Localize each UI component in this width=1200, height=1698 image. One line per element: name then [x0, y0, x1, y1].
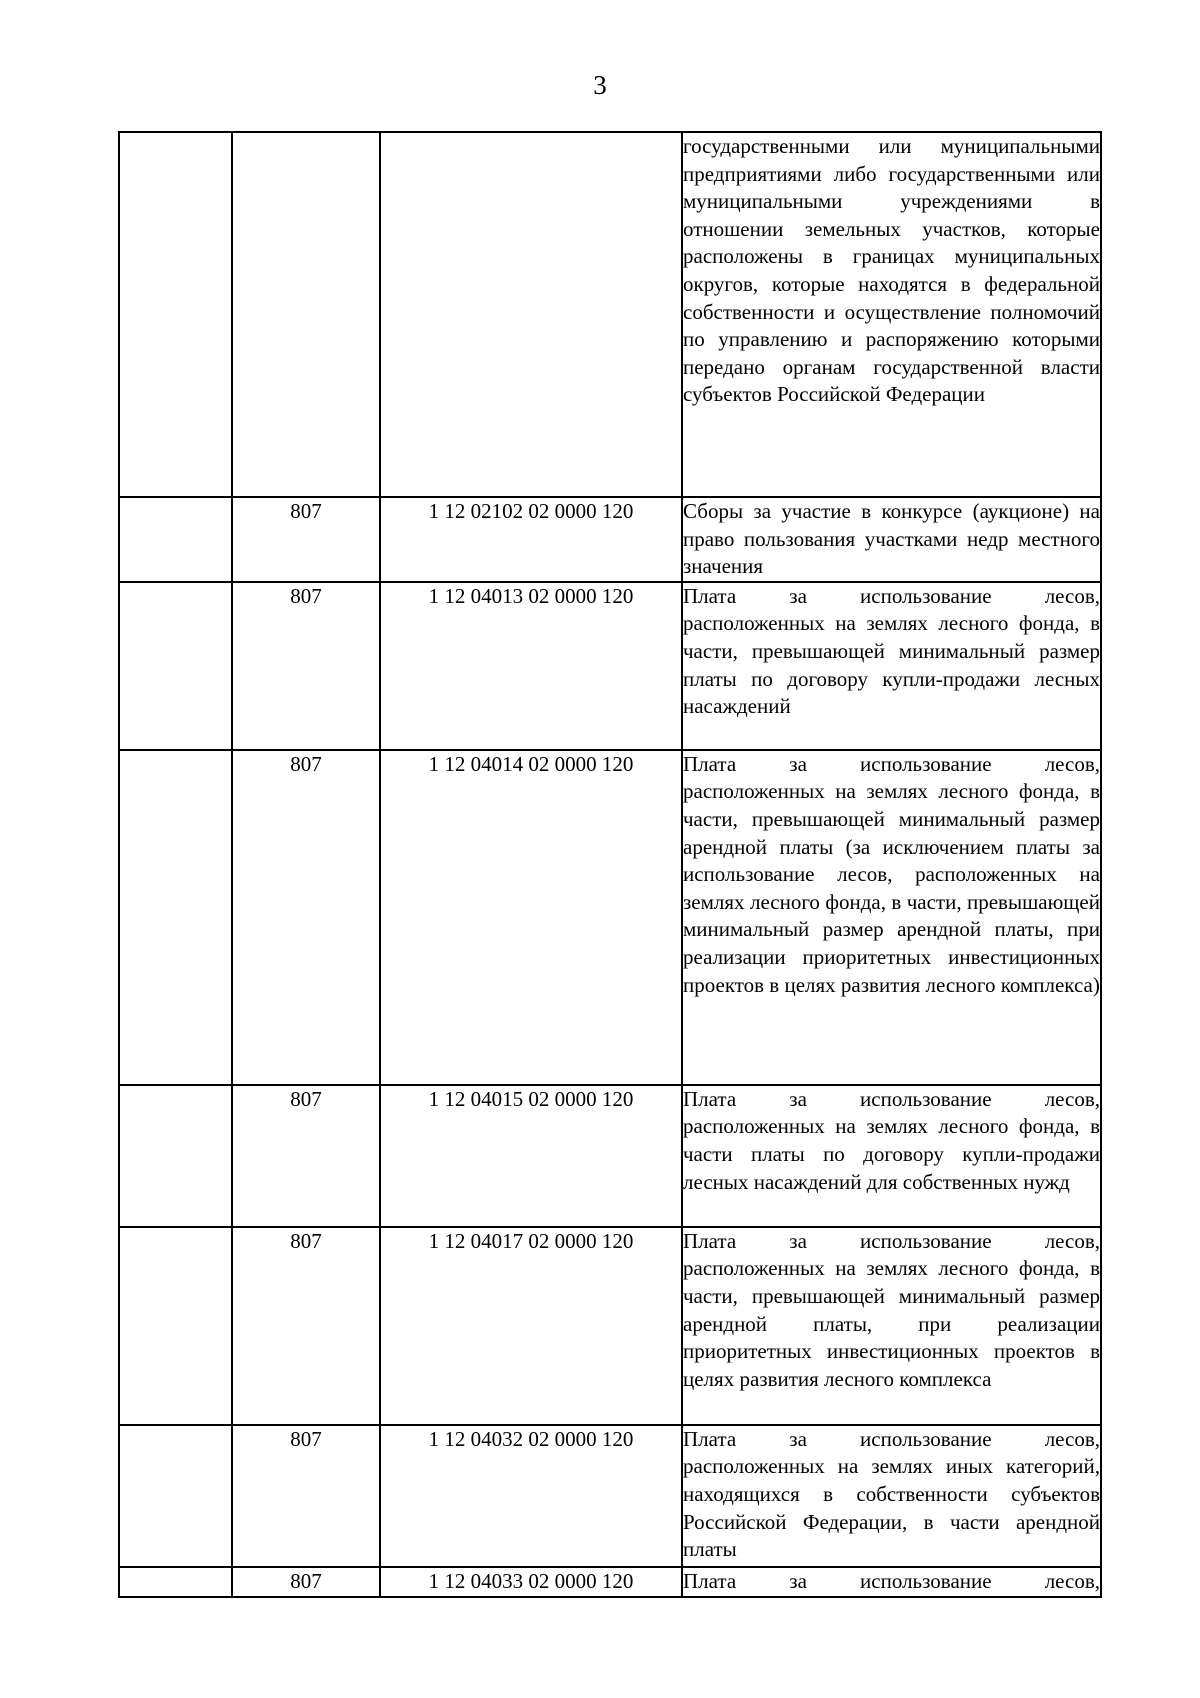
kbk-code-cell: 1 12 04014 02 0000 120	[380, 750, 682, 1085]
table-row	[119, 1425, 1101, 1567]
table-row	[119, 750, 1101, 1085]
description-cell: Плата за использование лесов, расположенных на землях лесного фонда, в части, превышающей минимальный размер платы по договору купли-продажи лесных насаждений	[682, 582, 1101, 750]
table-row	[119, 582, 1101, 750]
kbk-code-cell: 1 12 04013 02 0000 120	[380, 582, 682, 750]
row-number-cell	[119, 1425, 232, 1567]
table-row	[119, 132, 1101, 497]
admin-code-cell: 807	[232, 582, 380, 750]
row-number-cell	[119, 750, 232, 1085]
kbk-code-cell	[380, 132, 682, 497]
revenue-codes-table	[118, 131, 1102, 1598]
table-row	[119, 1085, 1101, 1227]
page-number: 3	[593, 70, 607, 100]
description-cell: Плата за использование лесов,	[682, 1567, 1101, 1597]
description-cell: Сборы за участие в конкурсе (аукционе) на право пользования участками недр местного значения	[682, 497, 1101, 582]
kbk-code-cell: 1 12 04033 02 0000 120	[380, 1567, 682, 1597]
description-cell: Плата за использование лесов, расположенных на землях иных категорий, находящихся в собственности субъектов Российской Федерации, в части арендной платы	[682, 1425, 1101, 1567]
row-number-cell	[119, 497, 232, 582]
description-cell: Плата за использование лесов, расположенных на землях лесного фонда, в части платы по договору купли-продажи лесных насаждений для собственных нужд	[682, 1085, 1101, 1227]
description-cell: Плата за использование лесов, расположенных на землях лесного фонда, в части, превышающей минимальный размер арендной платы (за исключением платы за использование лесов, расположенных на землях лесного фонда, в части, превышающей минимальный размер арендной платы, при реализации приоритетных инвестиционных проектов в целях развития лесного комплекса)	[682, 750, 1101, 1085]
row-number-cell	[119, 1227, 232, 1425]
table-row	[119, 1227, 1101, 1425]
row-number-cell	[119, 582, 232, 750]
admin-code-cell: 807	[232, 1425, 380, 1567]
admin-code-cell: 807	[232, 750, 380, 1085]
admin-code-cell: 807	[232, 497, 380, 582]
admin-code-cell: 807	[232, 1567, 380, 1597]
admin-code-cell	[232, 132, 380, 497]
kbk-code-cell: 1 12 04015 02 0000 120	[380, 1085, 682, 1227]
table-row	[119, 1567, 1101, 1597]
row-number-cell	[119, 1085, 232, 1227]
kbk-code-cell: 1 12 02102 02 0000 120	[380, 497, 682, 582]
admin-code-cell: 807	[232, 1227, 380, 1425]
kbk-code-cell: 1 12 04017 02 0000 120	[380, 1227, 682, 1425]
description-cell: Плата за использование лесов, расположенных на землях лесного фонда, в части, превышающей минимальный размер арендной платы, при реализации приоритетных инвестиционных проектов в целях развития лесного комплекса	[682, 1227, 1101, 1425]
description-cell: государственными или муниципальными предприятиями либо государственными или муниципальными учреждениями в отношении земельных участков, которые расположены в границах муниципальных округов, которые находятся в федеральной собственности и осуществление полномочий по управлению и распоряжению которыми передано органам государственной власти субъектов Российской Федерации	[682, 132, 1101, 497]
kbk-code-cell: 1 12 04032 02 0000 120	[380, 1425, 682, 1567]
row-number-cell	[119, 1567, 232, 1597]
table-row	[119, 497, 1101, 582]
row-number-cell	[119, 132, 232, 497]
admin-code-cell: 807	[232, 1085, 380, 1227]
